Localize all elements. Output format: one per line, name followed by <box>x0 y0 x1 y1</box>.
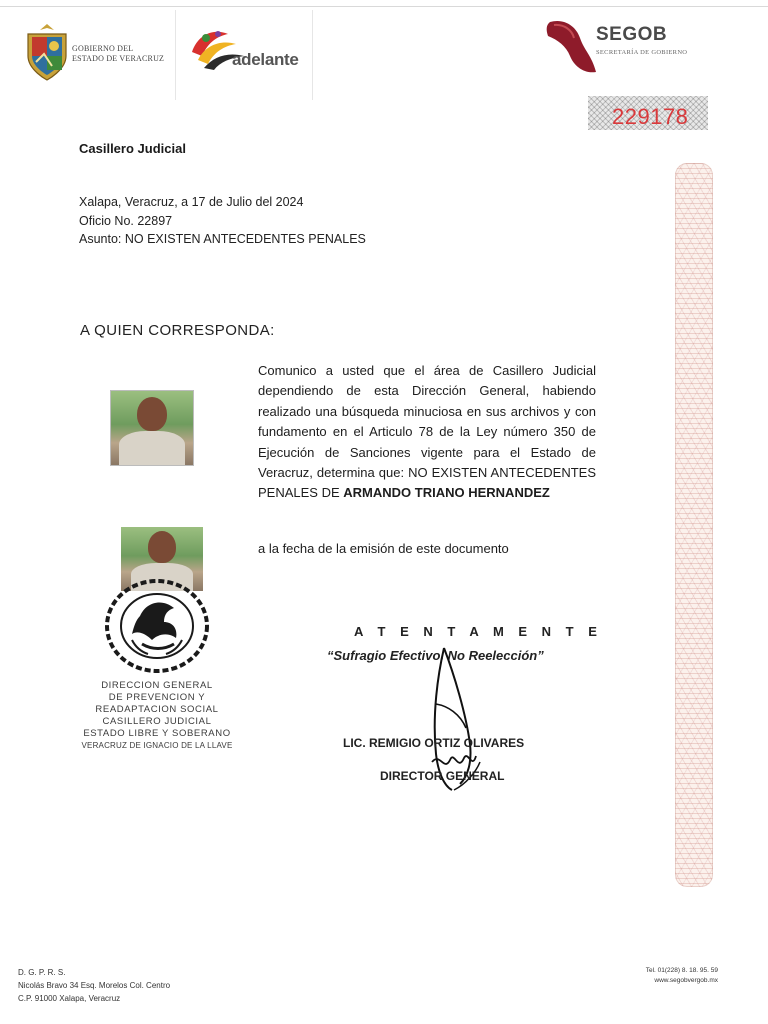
place-date: Xalapa, Veracruz, a 17 de Julio del 2024 <box>79 195 304 209</box>
signer-title: DIRECTOR GENERAL <box>380 769 505 783</box>
footer-website: www.segobvergob.mx <box>654 977 718 984</box>
header-divider <box>175 10 176 100</box>
folio-number: 229178 <box>612 104 689 129</box>
header-divider <box>312 10 313 100</box>
body-paragraph <box>258 361 596 504</box>
body-text: Comunico a usted que el área de Casillero Judicial dependiendo de esta Dirección General, habiendo realizado una búsqueda minuciosa en sus archivos y con fundamento en el Articulo 78 de la Ley número 350 de Ejecución de Sanciones vigente para el Estado de Veracruz, determina que: NO EXISTEN ANTECEDENTES PENALES DE <box>258 363 596 501</box>
segob-title: SEGOB <box>596 24 668 45</box>
footer-phone: Tel. 01(228) 8. 18. 95. 59 <box>645 967 718 974</box>
gov-logo-line2: ESTADO DE VERACRUZ <box>72 54 165 63</box>
greeting: A QUIEN CORRESPONDA: <box>80 322 275 339</box>
gov-veracruz-logo <box>24 22 174 84</box>
seal-line: ESTADO LIBRE Y SOBERANO <box>83 728 231 739</box>
seal-line: DE PREVENCION Y <box>108 692 206 703</box>
footer-contact <box>620 966 718 986</box>
segob-logo-icon <box>544 16 600 78</box>
seal-line: DIRECCION GENERAL <box>101 680 213 691</box>
security-strip <box>675 163 713 887</box>
gov-logo-text <box>72 44 164 64</box>
segob-logo <box>544 16 704 80</box>
signer-name: LIC. REMIGIO ORTIZ OLIVARES <box>343 736 525 750</box>
asunto: Asunto: NO EXISTEN ANTECEDENTES PENALES <box>79 232 366 246</box>
oficio-number: Oficio No. 22897 <box>79 213 173 228</box>
document-meta <box>79 193 366 249</box>
seal-line: VERACRUZ DE IGNACIO DE LA LLAVE <box>81 741 233 750</box>
footer-line: D. G. P. R. S. <box>18 968 66 977</box>
seal-line: CASILLERO JUDICIAL <box>102 716 212 727</box>
gov-logo-line1: GOBIERNO DEL <box>72 44 134 53</box>
subject-photo <box>110 390 194 466</box>
photo-head <box>148 531 176 563</box>
motto: “Sufragio Efectivo. No Reelección” <box>327 648 544 663</box>
segob-subtitle: SECRETARÍA DE GOBIERNO <box>596 49 688 56</box>
footer-line: Nicolás Bravo 34 Esq. Morelos Col. Centro <box>18 981 171 990</box>
date-clause: a la fecha de la emisión de este documento <box>258 541 509 556</box>
mexican-eagle-seal-icon <box>102 578 212 674</box>
photo-head <box>137 397 167 431</box>
adelante-logo <box>188 26 306 76</box>
adelante-logo-text: adelante <box>232 50 299 69</box>
seal-line: READAPTACION SOCIAL <box>95 704 219 715</box>
footer-address <box>18 966 170 1005</box>
subject-name: ARMANDO TRIANO HERNANDEZ <box>343 485 550 501</box>
closing-atentamente: A T E N T A M E N T E <box>354 624 603 639</box>
veracruz-coat-of-arms-icon <box>24 22 70 82</box>
footer-line: C.P. 91000 Xalapa, Veracruz <box>18 994 121 1003</box>
photo-torso <box>119 431 185 465</box>
seal-caption <box>72 680 242 752</box>
top-border <box>0 6 768 7</box>
document-heading: Casillero Judicial <box>79 141 186 156</box>
